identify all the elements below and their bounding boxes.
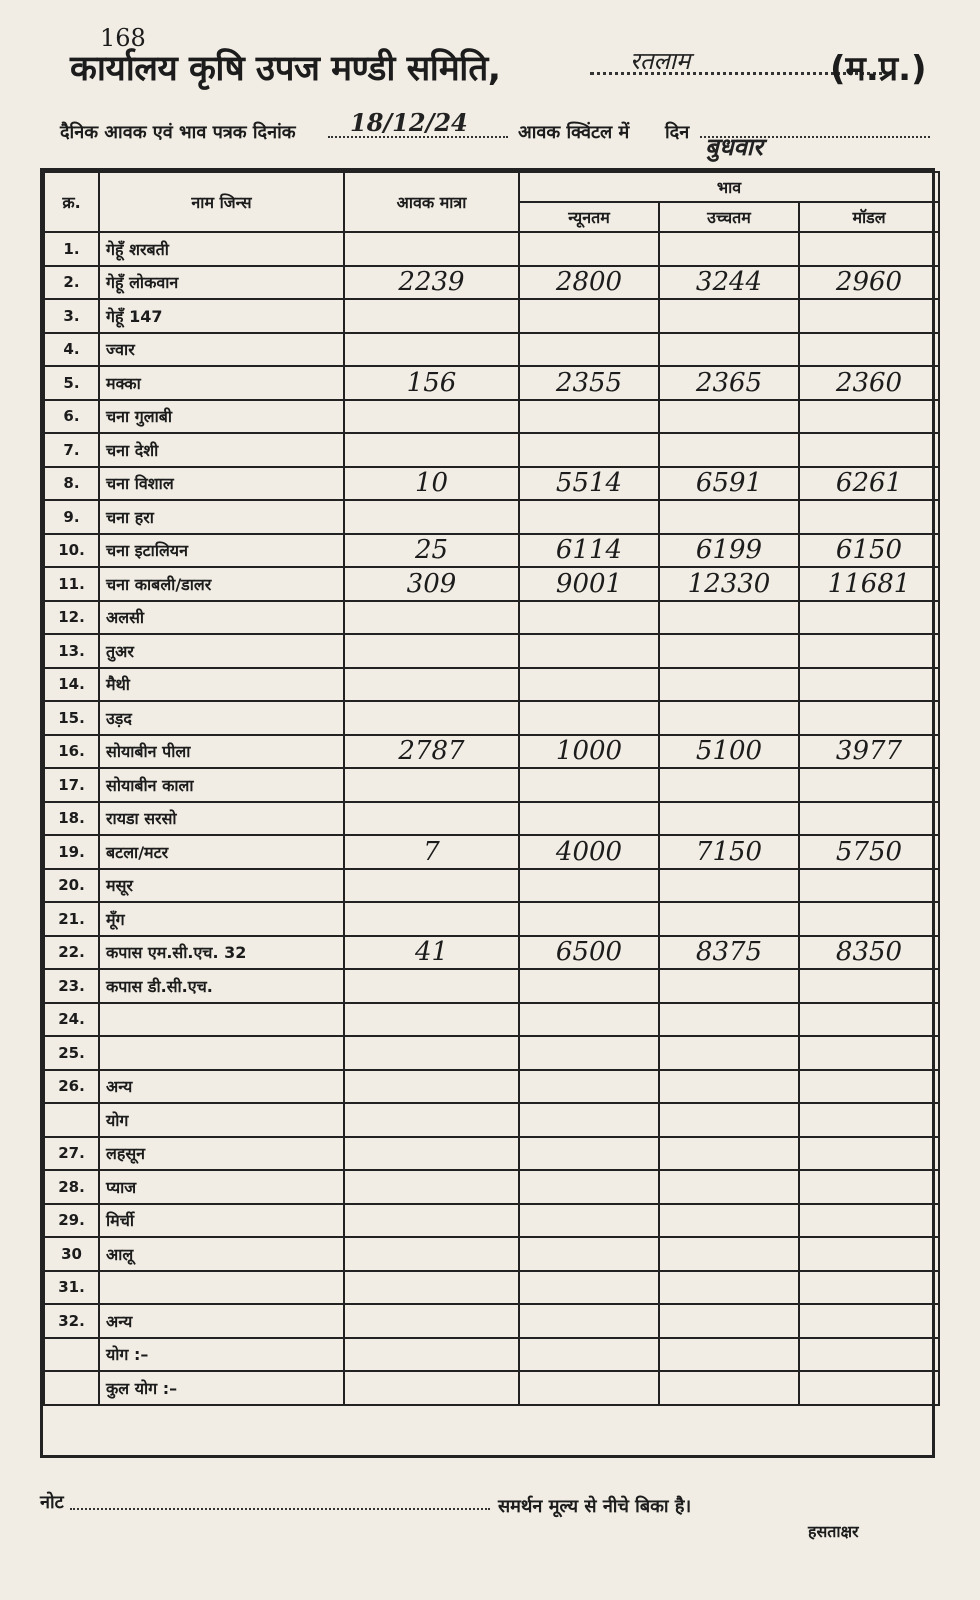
max-price: [659, 634, 799, 668]
commodity-name: सोयाबीन पीला: [99, 735, 344, 769]
table-row: [44, 969, 939, 1003]
modal-price: 11681: [799, 567, 939, 601]
commodity-name: [99, 1271, 344, 1305]
commodity-name: रायडा सरसो: [99, 802, 344, 836]
max-price: [659, 1103, 799, 1137]
table-row: [44, 1237, 939, 1271]
max-price: [659, 1070, 799, 1104]
serial-no: 32.: [44, 1304, 99, 1338]
arrival-qty: 10: [344, 467, 519, 501]
commodity-name: कपास डी.सी.एच.: [99, 969, 344, 1003]
modal-price: [799, 1103, 939, 1137]
serial-no: 14.: [44, 668, 99, 702]
max-price: [659, 1338, 799, 1372]
max-price: [659, 232, 799, 266]
col-header-arrival: आवक मात्रा: [344, 172, 519, 232]
table-row: [44, 1103, 939, 1137]
table-row: [44, 366, 939, 400]
report-date: 18/12/24: [350, 108, 468, 137]
modal-price: [799, 1304, 939, 1338]
arrival-qty: 25: [344, 534, 519, 568]
modal-price: [799, 869, 939, 903]
table-row: [44, 835, 939, 869]
col-header-commodity: नाम जिन्स: [99, 172, 344, 232]
commodity-name: चना देशी: [99, 433, 344, 467]
min-price: [519, 1036, 659, 1070]
arrival-qty: [344, 1338, 519, 1372]
serial-no: 24.: [44, 1003, 99, 1037]
arrival-qty: 156: [344, 366, 519, 400]
min-price: [519, 500, 659, 534]
commodity-name: गेहूँ 147: [99, 299, 344, 333]
modal-price: [799, 1237, 939, 1271]
arrival-qty: [344, 1237, 519, 1271]
min-price: [519, 1070, 659, 1104]
modal-price: 5750: [799, 835, 939, 869]
min-price: [519, 969, 659, 1003]
min-price: [519, 802, 659, 836]
table-row: [44, 1137, 939, 1171]
serial-no: 26.: [44, 1070, 99, 1104]
serial-no: 17.: [44, 768, 99, 802]
max-price: [659, 299, 799, 333]
arrival-qty: [344, 1271, 519, 1305]
arrival-qty: [344, 1204, 519, 1238]
min-price: 6500: [519, 936, 659, 970]
commodity-name: गेहूँ शरबती: [99, 232, 344, 266]
serial-no: 21.: [44, 902, 99, 936]
commodity-name: अन्य: [99, 1304, 344, 1338]
table-row: [44, 1304, 939, 1338]
table-row: [44, 802, 939, 836]
table-row: [44, 333, 939, 367]
modal-price: 8350: [799, 936, 939, 970]
state-abbr: (म.प्र.): [830, 49, 927, 89]
modal-price: 6150: [799, 534, 939, 568]
table-row: [44, 735, 939, 769]
table-row: [44, 1204, 939, 1238]
modal-price: [799, 433, 939, 467]
table-row: [44, 266, 939, 300]
office-header: [70, 44, 950, 104]
table-row: [44, 668, 939, 702]
modal-price: [799, 333, 939, 367]
commodity-name: चना गुलाबी: [99, 400, 344, 434]
serial-no: 29.: [44, 1204, 99, 1238]
arrival-qty: [344, 634, 519, 668]
max-price: [659, 1237, 799, 1271]
serial-no: 23.: [44, 969, 99, 1003]
max-price: 3244: [659, 266, 799, 300]
commodity-name: चना इटालियन: [99, 534, 344, 568]
rates-table-frame: [40, 168, 935, 1458]
arrival-qty: [344, 902, 519, 936]
min-price: [519, 1003, 659, 1037]
table-row: [44, 534, 939, 568]
min-price: [519, 902, 659, 936]
min-price: 1000: [519, 735, 659, 769]
serial-no: 30: [44, 1237, 99, 1271]
table-row: [44, 500, 939, 534]
max-price: [659, 701, 799, 735]
arrival-qty: 41: [344, 936, 519, 970]
modal-price: [799, 1371, 939, 1405]
max-price: [659, 802, 799, 836]
serial-no: [44, 1371, 99, 1405]
min-price: [519, 601, 659, 635]
arrival-qty: [344, 1371, 519, 1405]
min-price: [519, 869, 659, 903]
support-price-text: समर्थन मूल्य से नीचे बिका है।: [498, 1496, 692, 1517]
report-label: दैनिक आवक एवं भाव पत्रक दिनांक: [60, 122, 296, 143]
serial-no: 31.: [44, 1271, 99, 1305]
table-row: [44, 467, 939, 501]
table-row: [44, 1338, 939, 1372]
serial-no: 6.: [44, 400, 99, 434]
serial-no: 10.: [44, 534, 99, 568]
commodity-name: गेहूँ लोकवान: [99, 266, 344, 300]
arrival-qty: 2787: [344, 735, 519, 769]
modal-price: 2360: [799, 366, 939, 400]
arrival-qty: [344, 232, 519, 266]
daily-rates-table: [43, 171, 940, 1406]
serial-no: 9.: [44, 500, 99, 534]
max-price: [659, 902, 799, 936]
arrival-qty: [344, 299, 519, 333]
commodity-name: मक्का: [99, 366, 344, 400]
serial-no: [44, 1338, 99, 1372]
arrival-qty: 2239: [344, 266, 519, 300]
max-price: 5100: [659, 735, 799, 769]
day-label: दिन: [665, 122, 690, 143]
serial-no: 28.: [44, 1170, 99, 1204]
table-row: [44, 768, 939, 802]
min-price: [519, 1170, 659, 1204]
modal-price: [799, 1170, 939, 1204]
table-row: [44, 1036, 939, 1070]
min-price: [519, 1371, 659, 1405]
serial-no: 13.: [44, 634, 99, 668]
max-price: [659, 1204, 799, 1238]
min-price: 5514: [519, 467, 659, 501]
arrival-qty: [344, 1036, 519, 1070]
table-row: [44, 1371, 939, 1405]
arrival-qty: [344, 668, 519, 702]
serial-no: 15.: [44, 701, 99, 735]
report-day: बुधवार: [705, 132, 763, 161]
arrival-qty: [344, 500, 519, 534]
min-price: [519, 1103, 659, 1137]
table-row: [44, 869, 939, 903]
col-header-min: न्यूनतम: [519, 202, 659, 232]
table-row: [44, 902, 939, 936]
serial-no: [44, 1103, 99, 1137]
min-price: [519, 1304, 659, 1338]
min-price: [519, 400, 659, 434]
signature-label: हसताक्षर: [808, 1522, 859, 1541]
commodity-name: [99, 1003, 344, 1037]
modal-price: [799, 1204, 939, 1238]
serial-no: 22.: [44, 936, 99, 970]
modal-price: 2960: [799, 266, 939, 300]
arrival-qty: [344, 1103, 519, 1137]
serial-no: 1.: [44, 232, 99, 266]
max-price: [659, 869, 799, 903]
max-price: [659, 1036, 799, 1070]
commodity-name: सोयाबीन काला: [99, 768, 344, 802]
modal-price: [799, 232, 939, 266]
commodity-name: अन्य: [99, 1070, 344, 1104]
serial-no: 16.: [44, 735, 99, 769]
arrival-qty: 7: [344, 835, 519, 869]
table-row: [44, 701, 939, 735]
arrival-qty: [344, 601, 519, 635]
col-header-modal: मॉडल: [799, 202, 939, 232]
page-number: 168: [100, 24, 146, 52]
table-row: [44, 936, 939, 970]
modal-price: [799, 802, 939, 836]
min-price: [519, 668, 659, 702]
max-price: [659, 1304, 799, 1338]
min-price: [519, 433, 659, 467]
max-price: [659, 668, 799, 702]
serial-no: 25.: [44, 1036, 99, 1070]
note-dotted-line: [70, 1508, 490, 1510]
commodity-name: मिर्ची: [99, 1204, 344, 1238]
table-row: [44, 299, 939, 333]
min-price: [519, 1237, 659, 1271]
commodity-name: कपास एम.सी.एच. 32: [99, 936, 344, 970]
modal-price: [799, 634, 939, 668]
modal-price: [799, 701, 939, 735]
commodity-name: आलू: [99, 1237, 344, 1271]
serial-no: 18.: [44, 802, 99, 836]
serial-no: 2.: [44, 266, 99, 300]
modal-price: [799, 1070, 939, 1104]
max-price: 7150: [659, 835, 799, 869]
min-price: [519, 333, 659, 367]
table-row: [44, 567, 939, 601]
table-row: [44, 232, 939, 266]
arrival-qty: [344, 1137, 519, 1171]
min-price: 9001: [519, 567, 659, 601]
serial-no: 19.: [44, 835, 99, 869]
modal-price: [799, 1137, 939, 1171]
min-price: 6114: [519, 534, 659, 568]
min-price: [519, 1338, 659, 1372]
max-price: [659, 1371, 799, 1405]
arrival-qty: [344, 969, 519, 1003]
commodity-name: चना हरा: [99, 500, 344, 534]
max-price: 6199: [659, 534, 799, 568]
serial-no: 7.: [44, 433, 99, 467]
arrival-qty: [344, 802, 519, 836]
serial-no: 4.: [44, 333, 99, 367]
serial-no: 12.: [44, 601, 99, 635]
commodity-name: योग :–: [99, 1338, 344, 1372]
office-title: कार्यालय कृषि उपज मण्डी समिति,: [70, 49, 501, 89]
serial-no: 3.: [44, 299, 99, 333]
modal-price: 6261: [799, 467, 939, 501]
modal-price: [799, 668, 939, 702]
min-price: [519, 1204, 659, 1238]
modal-price: [799, 299, 939, 333]
commodity-name: ज्वार: [99, 333, 344, 367]
commodity-name: चना काबली/डालर: [99, 567, 344, 601]
modal-price: [799, 400, 939, 434]
commodity-name: तुअर: [99, 634, 344, 668]
table-row: [44, 601, 939, 635]
arrival-qty: 309: [344, 567, 519, 601]
min-price: [519, 701, 659, 735]
max-price: [659, 969, 799, 1003]
commodity-name: मसूर: [99, 869, 344, 903]
commodity-name: कुल योग :–: [99, 1371, 344, 1405]
col-header-max: उच्चतम: [659, 202, 799, 232]
commodity-name: लहसून: [99, 1137, 344, 1171]
commodity-name: योग: [99, 1103, 344, 1137]
min-price: [519, 768, 659, 802]
min-price: [519, 634, 659, 668]
modal-price: [799, 1036, 939, 1070]
commodity-name: मूँग: [99, 902, 344, 936]
arrival-qty: [344, 1170, 519, 1204]
table-row: [44, 1070, 939, 1104]
max-price: [659, 500, 799, 534]
arrival-qty: [344, 1304, 519, 1338]
commodity-name: प्याज: [99, 1170, 344, 1204]
max-price: [659, 768, 799, 802]
max-price: 2365: [659, 366, 799, 400]
arrival-qty: [344, 333, 519, 367]
max-price: 12330: [659, 567, 799, 601]
serial-no: 5.: [44, 366, 99, 400]
arrival-qty: [344, 1070, 519, 1104]
max-price: [659, 1137, 799, 1171]
serial-no: 20.: [44, 869, 99, 903]
min-price: [519, 232, 659, 266]
arrival-qty: [344, 433, 519, 467]
note-label: नोट: [40, 1492, 64, 1513]
max-price: [659, 1003, 799, 1037]
commodity-name: [99, 1036, 344, 1070]
serial-no: 27.: [44, 1137, 99, 1171]
min-price: [519, 299, 659, 333]
modal-price: [799, 1003, 939, 1037]
max-price: [659, 400, 799, 434]
city-handwritten: रतलाम: [630, 47, 691, 75]
commodity-name: चना विशाल: [99, 467, 344, 501]
col-header-price: भाव: [519, 172, 939, 202]
table-row: [44, 1271, 939, 1305]
commodity-name: मैथी: [99, 668, 344, 702]
min-price: [519, 1137, 659, 1171]
arrival-qty: [344, 768, 519, 802]
min-price: [519, 1271, 659, 1305]
table-row: [44, 1003, 939, 1037]
commodity-name: बटला/मटर: [99, 835, 344, 869]
modal-price: [799, 969, 939, 1003]
modal-price: [799, 1338, 939, 1372]
modal-price: [799, 1271, 939, 1305]
max-price: 6591: [659, 467, 799, 501]
serial-no: 8.: [44, 467, 99, 501]
table-row: [44, 1170, 939, 1204]
table-row: [44, 400, 939, 434]
report-info-row: [60, 108, 950, 168]
table-row: [44, 634, 939, 668]
max-price: 8375: [659, 936, 799, 970]
arrival-qty: [344, 1003, 519, 1037]
modal-price: [799, 902, 939, 936]
min-price: 2800: [519, 266, 659, 300]
table-row: [44, 433, 939, 467]
modal-price: [799, 500, 939, 534]
arrival-qty: [344, 869, 519, 903]
col-header-sn: क्र.: [44, 172, 99, 232]
min-price: 2355: [519, 366, 659, 400]
max-price: [659, 1271, 799, 1305]
max-price: [659, 1170, 799, 1204]
min-price: 4000: [519, 835, 659, 869]
max-price: [659, 433, 799, 467]
max-price: [659, 333, 799, 367]
arrival-qty: [344, 701, 519, 735]
unit-label: आवक क्विंटल में: [518, 122, 630, 143]
modal-price: [799, 601, 939, 635]
arrival-qty: [344, 400, 519, 434]
commodity-name: उड़द: [99, 701, 344, 735]
modal-price: [799, 768, 939, 802]
modal-price: 3977: [799, 735, 939, 769]
serial-no: 11.: [44, 567, 99, 601]
max-price: [659, 601, 799, 635]
commodity-name: अलसी: [99, 601, 344, 635]
